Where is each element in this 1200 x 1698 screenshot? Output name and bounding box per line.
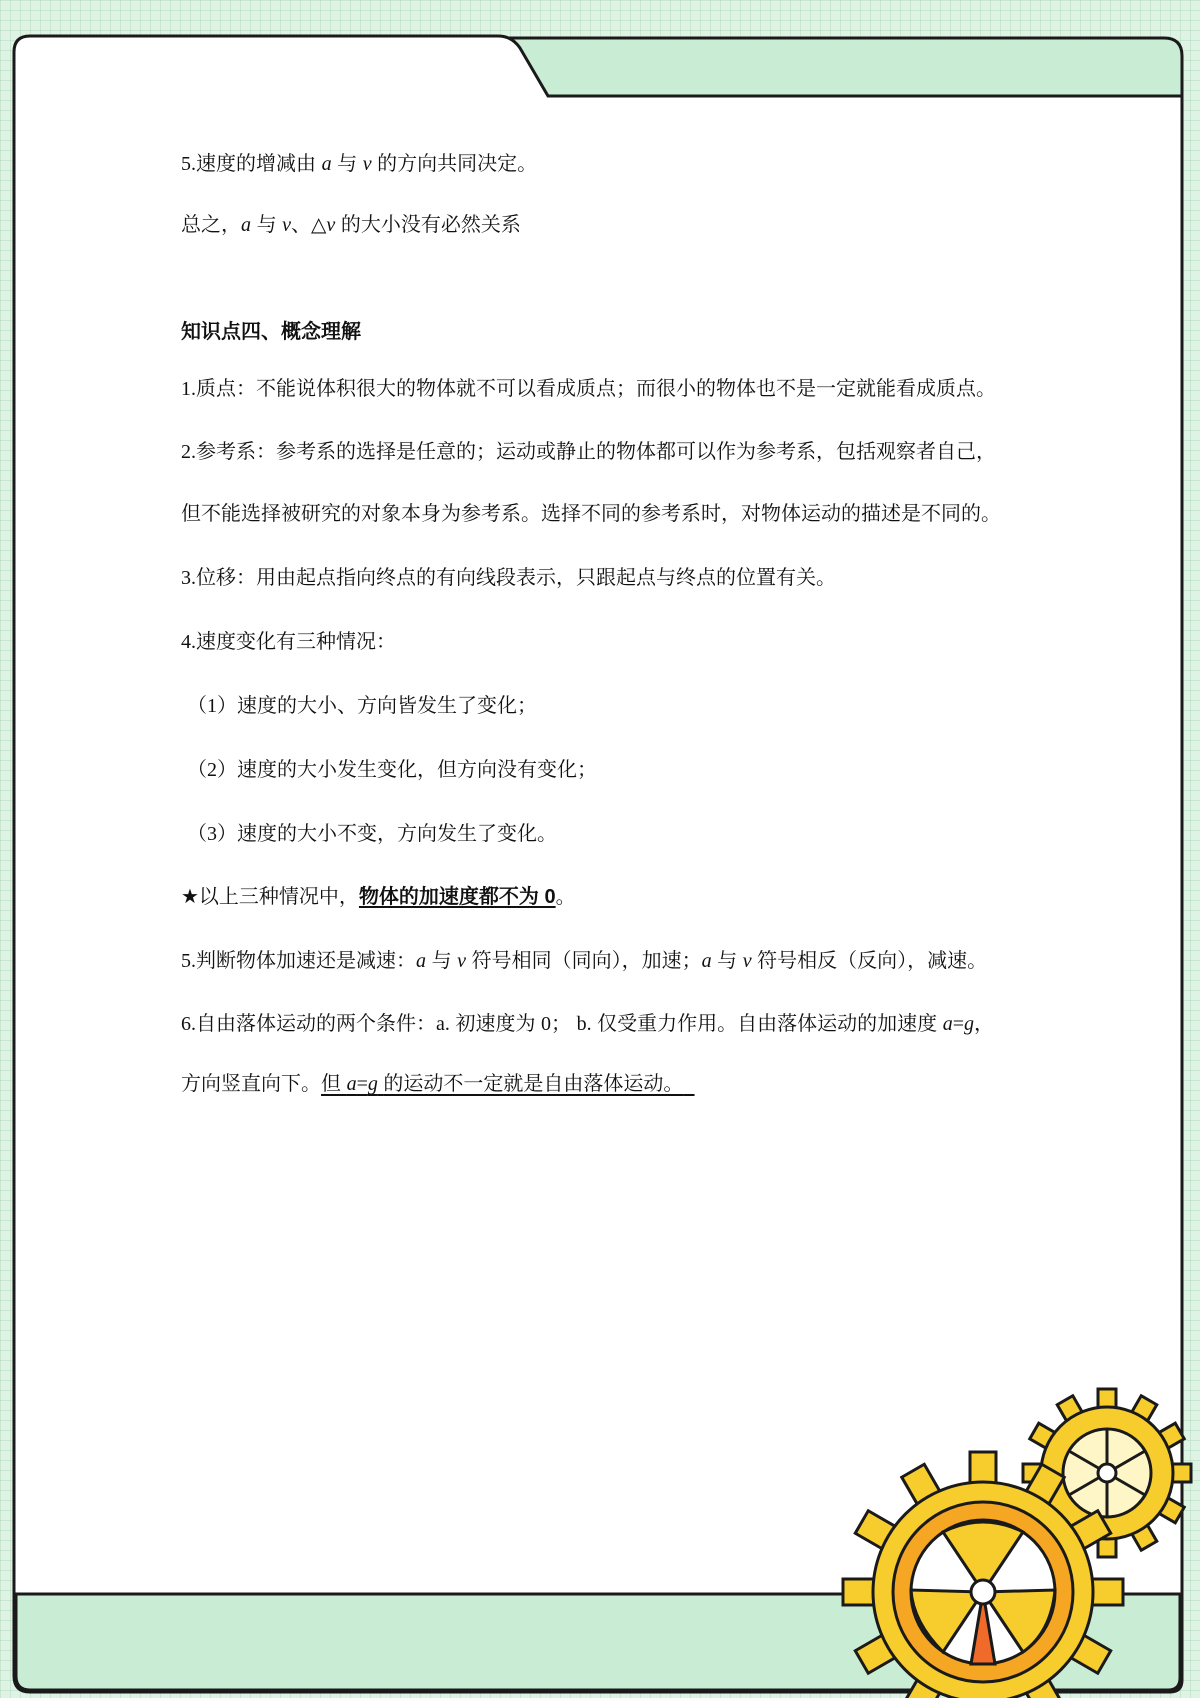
text-segment: 但不能选择被研究的对象本身为参考系。选择不同的参考系时，对物体运动的描述是不同的。 — [181, 503, 1001, 525]
text-segment: 方向竖直向下。 — [181, 1073, 321, 1095]
text-segment: 。 — [555, 886, 576, 908]
text-line-speed-change — [181, 150, 537, 178]
text-segment: 速度的大小、方向皆发生了变化； — [237, 695, 537, 717]
variable-v: v — [282, 214, 292, 236]
item-number: （2） — [187, 759, 237, 781]
variable-a: a — [416, 950, 426, 972]
text-segment: 与 — [337, 153, 358, 175]
text-line-case-2 — [187, 756, 597, 784]
variable-g: g — [963, 1013, 974, 1035]
text-segment: 与 — [256, 214, 277, 236]
equals-sign: = — [356, 1073, 368, 1095]
text-segment: 、△ — [291, 214, 327, 236]
text-line-case-3 — [187, 820, 557, 848]
variable-a: a — [942, 1013, 953, 1035]
variable-a: a — [241, 214, 251, 236]
variable-v: v — [457, 950, 467, 972]
variable-g: g — [367, 1073, 378, 1095]
text-segment: 的方向共同决定。 — [377, 153, 538, 175]
text-line-note-star — [181, 883, 576, 911]
section-heading: 知识点四、概念理解 — [181, 321, 361, 343]
text-segment: ， — [973, 1013, 994, 1035]
text-segment: 速度变化有三种情况： — [196, 631, 396, 653]
text-segment: ★以上三种情况中， — [181, 886, 359, 908]
text-line-case-1 — [187, 692, 537, 720]
top-tab — [508, 38, 1182, 98]
text-segment: 符号相反（反向），减速。 — [757, 950, 988, 972]
text-segment: 与 — [431, 950, 452, 972]
item-number: 3. — [181, 567, 196, 589]
equals-sign: = — [952, 1013, 964, 1035]
item-number: 1. — [181, 378, 196, 400]
item-number: （3） — [187, 823, 237, 845]
text-line-displacement — [181, 564, 836, 592]
item-number: 6. — [181, 1013, 196, 1035]
text-line-free-fall — [181, 1010, 994, 1038]
text-line-velocity-cases — [181, 628, 396, 656]
condition-label: b. — [576, 1013, 592, 1035]
text-segment: 位移：用由起点指向终点的有向线段表示，只跟起点与终点的位置有关。 — [196, 567, 836, 589]
variable-a: a — [321, 153, 332, 175]
item-number: 4. — [181, 631, 196, 653]
text-line-summary — [181, 211, 521, 239]
text-segment: 仅受重力作用。自由落体运动的加速度 — [597, 1013, 938, 1035]
text-segment: 符号相同（同向），加速； — [471, 950, 702, 972]
item-number: 2. — [181, 441, 196, 463]
text-segment: 初速度为 — [455, 1013, 536, 1035]
text-segment: 的运动不一定就是自由落体运动。 — [383, 1073, 684, 1095]
emphasis-text: 物体的加速度都不为 0 — [358, 886, 556, 908]
page-body — [14, 36, 1182, 1692]
underlined-note — [321, 1073, 695, 1095]
text-segment: 但 — [321, 1073, 341, 1095]
variable-a: a — [346, 1073, 357, 1095]
text-segment: 的大小没有必然关系 — [340, 214, 521, 236]
text-segment: 速度的增减由 — [196, 153, 316, 175]
text-segment: 质点：不能说体积很大的物体就不可以看成质点；而很小的物体也不是一定就能看成质点。 — [196, 378, 996, 400]
number-zero: 0； — [541, 1013, 572, 1035]
text-segment: 自由落体运动的两个条件： — [196, 1013, 436, 1035]
text-segment: 总之， — [181, 214, 241, 236]
text-segment: 判断物体加速还是减速： — [196, 950, 416, 972]
text-line-accel-decel — [181, 947, 987, 975]
item-number: （1） — [187, 695, 237, 717]
text-line-free-fall-cont — [181, 1070, 695, 1098]
item-number: 5. — [181, 950, 196, 972]
variable-a: a — [701, 950, 712, 972]
text-line-reference-frame-cont — [181, 500, 1001, 528]
variable-v: v — [362, 153, 372, 175]
text-segment: 速度的大小不变，方向发生了变化。 — [237, 823, 557, 845]
condition-label: a. — [436, 1013, 450, 1035]
variable-v: v — [326, 214, 336, 236]
item-number: 5. — [181, 153, 196, 175]
text-segment: 与 — [717, 950, 738, 972]
text-segment: 参考系：参考系的选择是任意的；运动或静止的物体都可以作为参考系，包括观察者自己， — [196, 441, 996, 463]
variable-v: v — [742, 950, 752, 972]
text-line-reference-frame — [181, 438, 996, 466]
text-segment: 速度的大小发生变化，但方向没有变化； — [237, 759, 597, 781]
text-line-particle — [181, 375, 996, 403]
